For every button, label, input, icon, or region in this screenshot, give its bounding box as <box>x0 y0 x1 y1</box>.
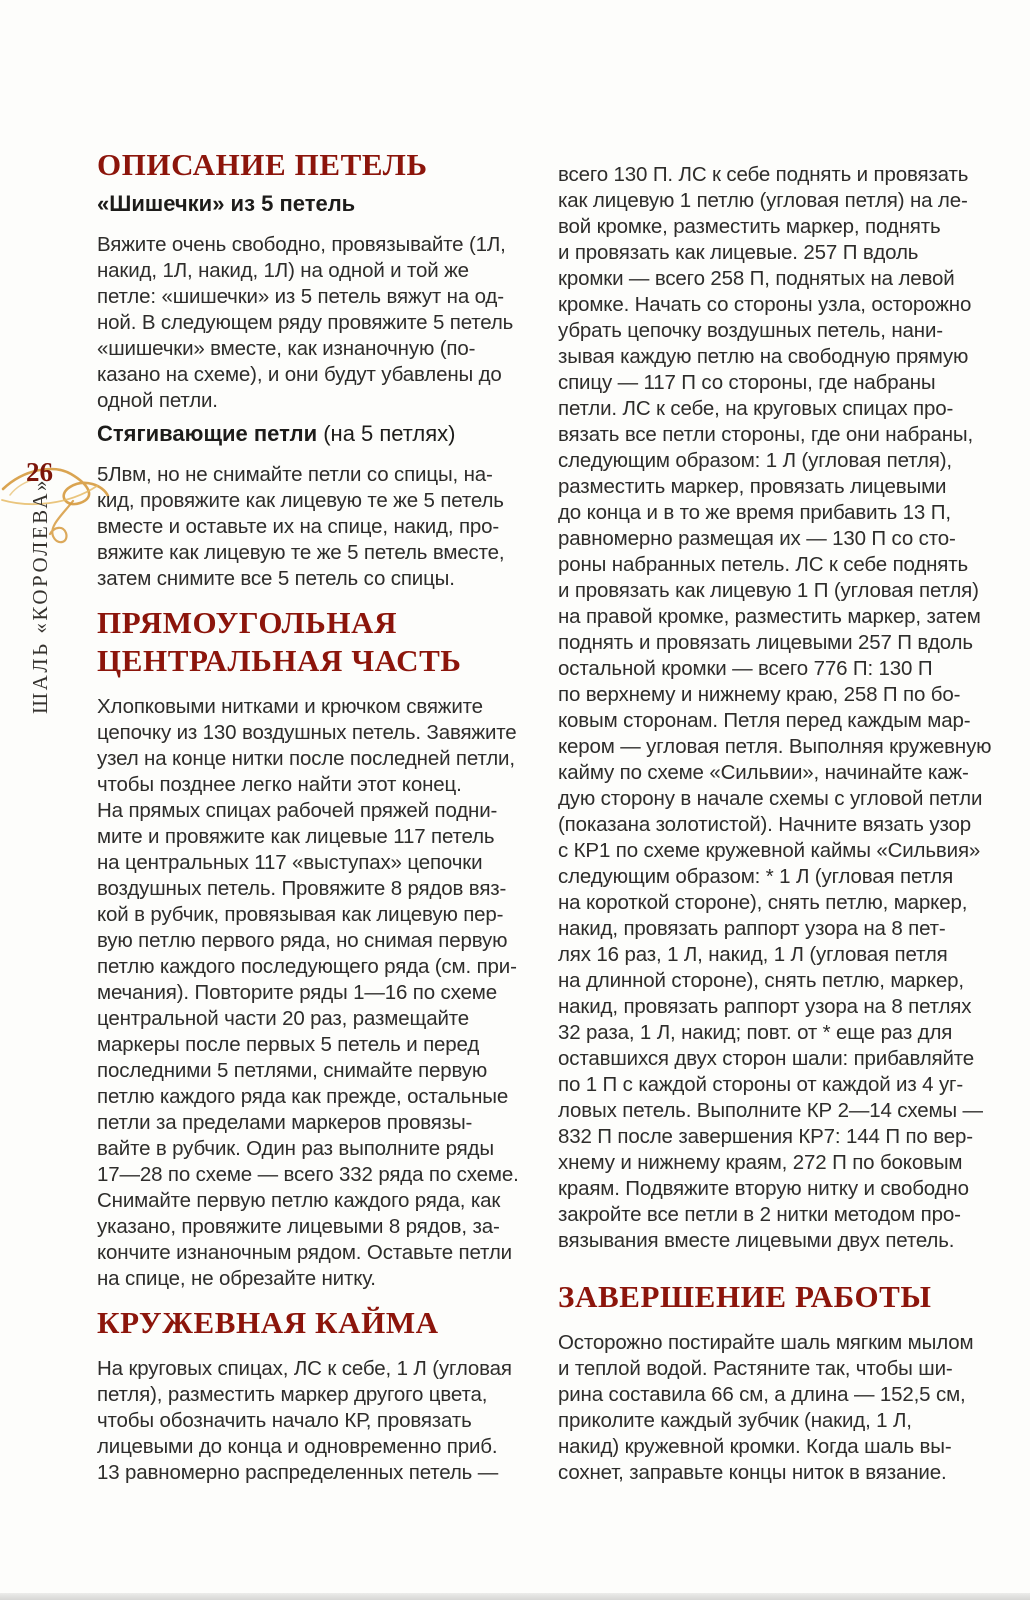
text-line: дую сторону в начале схемы с угловой петли <box>558 787 983 810</box>
page-bottom-edge-shadow <box>0 1593 1030 1600</box>
paragraph <box>97 694 542 1292</box>
text-line: на короткой стороне), снять петлю, маркер, <box>558 891 968 914</box>
text-line: вязать все петли стороны, где они набраны, <box>558 423 974 446</box>
text-line: по 1 П с каждой стороны от каждой из 4 уг- <box>558 1073 964 1096</box>
text-line: лях 16 раз, 1 Л, накид, 1 Л (угловая петля <box>558 943 948 966</box>
text-line: Хлопковыми нитками и крючком свяжите <box>97 695 483 718</box>
text-line: ковым сторонам. Петля перед каждым мар- <box>558 709 971 732</box>
page-number: 26 <box>26 457 53 487</box>
text-line: На круговых спицах, ЛС к себе, 1 Л (угловая <box>97 1357 512 1380</box>
text-line: поднять и провязать лицевыми 257 П вдоль <box>558 631 973 654</box>
text-line: кончите изнаночным рядом. Оставьте петли <box>97 1241 512 1264</box>
text-line: ловых петель. Выполните КР 2—14 схемы — <box>558 1099 983 1122</box>
text-line: краям. Подвяжите вторую нитку и свободно <box>558 1177 969 1200</box>
text-line: вой кромке, разместить маркер, поднять <box>558 215 941 238</box>
text-line: на длинной стороне), снять петлю, маркер, <box>558 969 964 992</box>
text-line: одной петли. <box>97 389 218 412</box>
text-line: зывая каждую петлю на свободную прямую <box>558 345 969 368</box>
left-margin <box>0 0 96 1600</box>
text-line: кером — угловая петля. Выполняя кружевную <box>558 735 992 758</box>
text-line: петле: «шишечки» из 5 петель вяжут на од- <box>97 285 504 308</box>
text-line: остальной кромки — всего 776 П: 130 П <box>558 657 933 680</box>
text-line: до конца и в то же время прибавить 13 П, <box>558 501 951 524</box>
paragraph <box>97 1356 542 1486</box>
text-line: кид, провяжите как лицевую те же 5 петель <box>97 489 504 512</box>
section-heading: ЗАВЕРШЕНИЕ РАБОТЫ <box>558 1279 932 1314</box>
text-line: центральной части 20 раз, размещайте <box>97 1007 470 1030</box>
text-line: на центральных 117 «выступах» цепочки <box>97 851 483 874</box>
text-line: мечания). Повторите ряды 1—16 по схеме <box>97 981 497 1004</box>
text-line: оставшихся двух сторон шали: прибавляйте <box>558 1047 975 1070</box>
text-line: цепочку из 130 воздушных петель. Завяжите <box>97 721 517 744</box>
text-line: и провязать как лицевую 1 П (угловая петля) <box>558 579 979 602</box>
text-line: накид, провязать раппорт узора на 8 пет- <box>558 917 946 940</box>
paragraph <box>558 162 1003 1254</box>
text-line: ной. В следующем ряду провяжите 5 петель <box>97 311 514 334</box>
text-line: мите и провяжите как лицевые 117 петель <box>97 825 495 848</box>
text-line: 13 равномерно распределенных петель — <box>97 1461 499 1484</box>
text-line: приколите каждый зубчик (накид, 1 Л, <box>558 1409 912 1432</box>
text-line: убрать цепочку воздушных петель, нани- <box>558 319 943 342</box>
text-line: последними 5 петлями, снимайте первую <box>97 1059 488 1082</box>
text-line: вяжите как лицевую те же 5 петель вместе, <box>97 541 505 564</box>
text-line: вую петлю первого ряда, но снимая первую <box>97 929 508 952</box>
text-line: петлю каждого последующего ряда (см. при- <box>97 955 517 978</box>
margin-vertical-label: ШАЛЬ «КОРОЛЕВА» <box>28 477 52 714</box>
text-line: следующим образом: 1 Л (угловая петля), <box>558 449 952 472</box>
text-line: указано, провяжите лицевыми 8 рядов, за- <box>97 1215 500 1238</box>
text-line: чтобы обозначить начало КР, провязать <box>97 1409 472 1432</box>
subsection-heading-bold: «Шишечки» из 5 петель <box>97 191 356 216</box>
text-line: Осторожно постирайте шаль мягким мылом <box>558 1331 974 1354</box>
text-line: равномерно размещая их — 130 П со сто- <box>558 527 956 550</box>
text-line: вязывания вместе лицевыми двух петель. <box>558 1229 955 1252</box>
text-line: хнему и нижнему краям, 272 П по боковым <box>558 1151 963 1174</box>
text-line: кромки — всего 258 П, поднятых на левой <box>558 267 955 290</box>
text-line: петли за пределами маркеров провязы- <box>97 1111 473 1134</box>
left-text-column <box>97 146 542 1486</box>
text-line: На прямых спицах рабочей пряжей подни- <box>97 799 498 822</box>
text-line: казано на схеме), и они будут убавлены до <box>97 363 502 386</box>
text-line: 17—28 по схеме — всего 332 ряда по схеме. <box>97 1163 519 1186</box>
flourish-ornament <box>0 445 112 557</box>
text-line: разместить маркер, провязать лицевыми <box>558 475 947 498</box>
text-line: кайму по схеме «Сильвии», начинайте каж- <box>558 761 969 784</box>
text-line: Вяжите очень свободно, провязывайте (1Л, <box>97 233 506 256</box>
section-heading: ПРЯМОУГОЛЬНАЯ ЦЕНТРАЛЬНАЯ ЧАСТЬ <box>97 605 462 678</box>
text-line: вайте в рубчик. Один раз выполните ряды <box>97 1137 494 1160</box>
text-line: сохнет, заправьте концы ниток в вязание. <box>558 1461 947 1484</box>
text-line: накид) кружевной кромки. Когда шаль вы- <box>558 1435 952 1458</box>
text-line: чтобы позднее легко найти этот конец. <box>97 773 462 796</box>
text-line: и теплой водой. Растяните так, чтобы ши- <box>558 1357 953 1380</box>
subsection-heading <box>97 190 542 218</box>
text-line: и провязать как лицевые. 257 П вдоль <box>558 241 919 264</box>
text-line: воздушных петель. Провяжите 8 рядов вяз- <box>97 877 507 900</box>
text-line: кой в рубчик, провязывая как лицевую пер- <box>97 903 504 926</box>
right-text-column <box>558 162 1003 1486</box>
section-heading: ОПИСАНИЕ ПЕТЕЛЬ <box>97 147 428 182</box>
text-line: по верхнему и нижнему краю, 258 П по бо- <box>558 683 961 706</box>
text-line: с КР1 по схеме кружевной каймы «Сильвия» <box>558 839 981 862</box>
text-line: закройте все петли в 2 нитки методом про- <box>558 1203 961 1226</box>
text-line: 32 раза, 1 Л, накид; повт. от * еще раз для <box>558 1021 953 1044</box>
paragraph <box>558 1330 1003 1486</box>
text-line: петлю каждого ряда как прежде, остальные <box>97 1085 509 1108</box>
text-line: затем снимите все 5 петель со спицы. <box>97 567 455 590</box>
text-line: лицевыми до конца и одновременно приб. <box>97 1435 498 1458</box>
text-line: рина составила 66 см, а длина — 152,5 см, <box>558 1383 966 1406</box>
text-line: роны набранных петель. ЛС к себе поднять <box>558 553 969 576</box>
text-line: как лицевую 1 петлю (угловая петля) на ле- <box>558 189 968 212</box>
text-line: узел на конце нитки после последней петли, <box>97 747 515 770</box>
text-line: вместе и оставьте их на спице, накид, про- <box>97 515 500 538</box>
text-line: спицу — 117 П со стороны, где набраны <box>558 371 936 394</box>
text-line: следующим образом: * 1 Л (угловая петля <box>558 865 954 888</box>
text-line: кромке. Начать со стороны узла, осторожно <box>558 293 972 316</box>
text-line: Снимайте первую петлю каждого ряда, как <box>97 1189 501 1212</box>
text-line: накид, 1Л, накид, 1Л) на одной и той же <box>97 259 469 282</box>
paragraph <box>97 232 542 414</box>
text-line: (показана золотистой). Начните вязать узор <box>558 813 971 836</box>
text-line: 832 П после завершения КР7: 144 П по вер- <box>558 1125 973 1148</box>
text-line: на спице, не обрезайте нитку. <box>97 1267 376 1290</box>
subsection-heading-normal: (на 5 петлях) <box>317 421 456 446</box>
text-line: «шишечки» вместе, как изнаночную (по- <box>97 337 476 360</box>
text-line: петли. ЛС к себе, на круговых спицах про- <box>558 397 954 420</box>
text-line: 5Лвм, но не снимайте петли со спицы, на- <box>97 463 493 486</box>
text-line: всего 130 П. ЛС к себе поднять и провязать <box>558 163 969 186</box>
text-line: накид, провязать раппорт узора на 8 петлях <box>558 995 972 1018</box>
text-line: петля), разместить маркер другого цвета, <box>97 1383 488 1406</box>
subsection-heading-bold: Стягивающие петли <box>97 421 318 446</box>
subsection-heading <box>97 420 542 448</box>
paragraph <box>97 462 542 592</box>
text-line: маркеры после первых 5 петель и перед <box>97 1033 480 1056</box>
text-line: на правой кромке, разместить маркер, затем <box>558 605 981 628</box>
section-heading: КРУЖЕВНАЯ КАЙМА <box>97 1305 439 1340</box>
